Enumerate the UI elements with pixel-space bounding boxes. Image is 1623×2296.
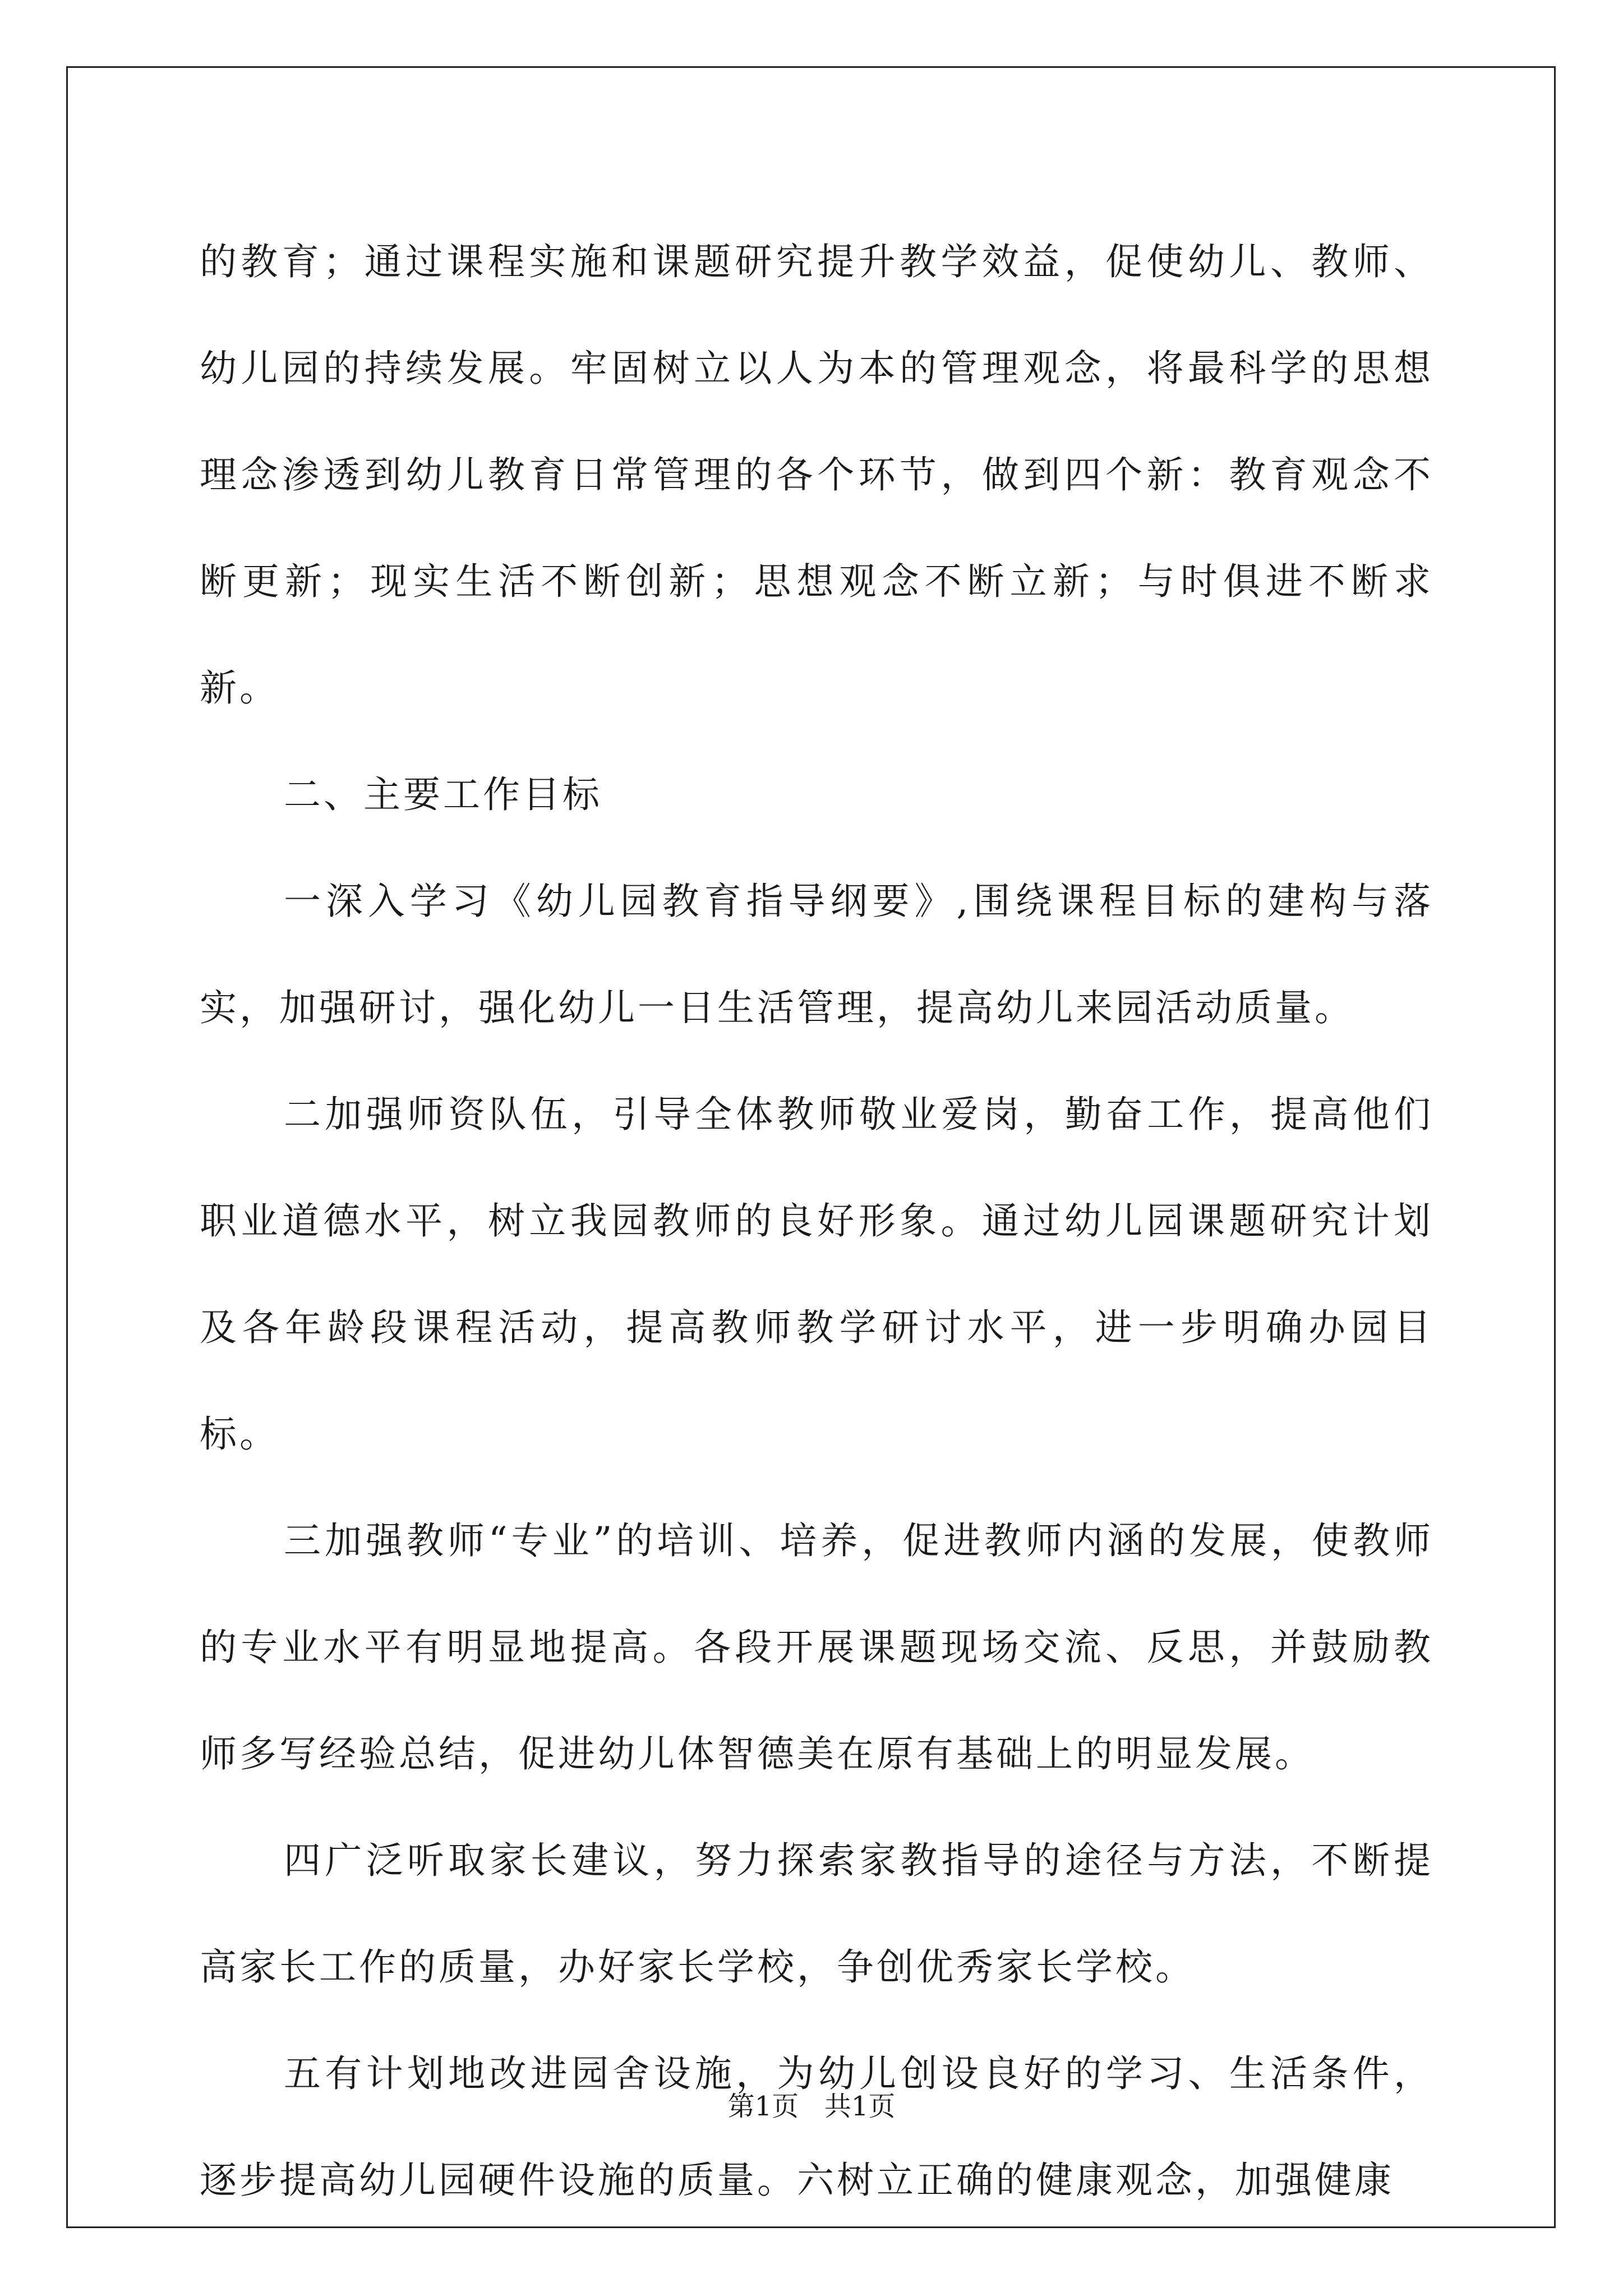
paragraph-intro: 的教育；通过课程实施和课题研究提升教学效益，促使幼儿、教师、幼儿园的持续发展。牢固树立以人为本的管理观念，将最科学的思想理念渗透到幼儿教育日常管理的各个环节，做到四个新：教育观念不断更新；现实生活不断创新；思想观念不断立新；与时俱进不断求新。 xyxy=(200,240,1433,710)
document-body xyxy=(200,209,1433,2234)
paragraph-goal-1: 一深入学习《幼儿园教育指导纲要》,围绕课程目标的建构与落实，加强研讨，强化幼儿一日生活管理，提高幼儿来园活动质量。 xyxy=(200,880,1433,1029)
paragraph-goal-3: 三加强教师“专业”的培训、培养，促进教师内涵的发展，使教师的专业水平有明显地提高。各段开展课题现场交流、反思，并鼓励教师多写经验总结，促进幼儿体智德美在原有基础上的明显发展。 xyxy=(200,1519,1433,1775)
paragraph-goal-2: 二加强师资队伍，引导全体教师敬业爱岗，勤奋工作，提高他们职业道德水平，树立我园教师的良好形象。通过幼儿园课题研究计划及各年龄段课程活动，提高教师教学研讨水平，进一步明确办园目标。 xyxy=(200,1093,1433,1456)
page-number: 第1页 共1页 xyxy=(727,2091,896,2122)
section-heading: 二、主要工作目标 xyxy=(284,773,602,816)
paragraph-goal-5: 五有计划地改进园舍设施，为幼儿创设良好的学习、生活条件，逐步提高幼儿园硬件设施的质量。六树立正确的健康观念，加强健康 xyxy=(200,2052,1433,2202)
paragraph-goal-4: 四广泛听取家长建议，努力探索家教指导的途径与方法，不断提高家长工作的质量，办好家长学校，争创优秀家长学校。 xyxy=(200,1839,1433,1989)
